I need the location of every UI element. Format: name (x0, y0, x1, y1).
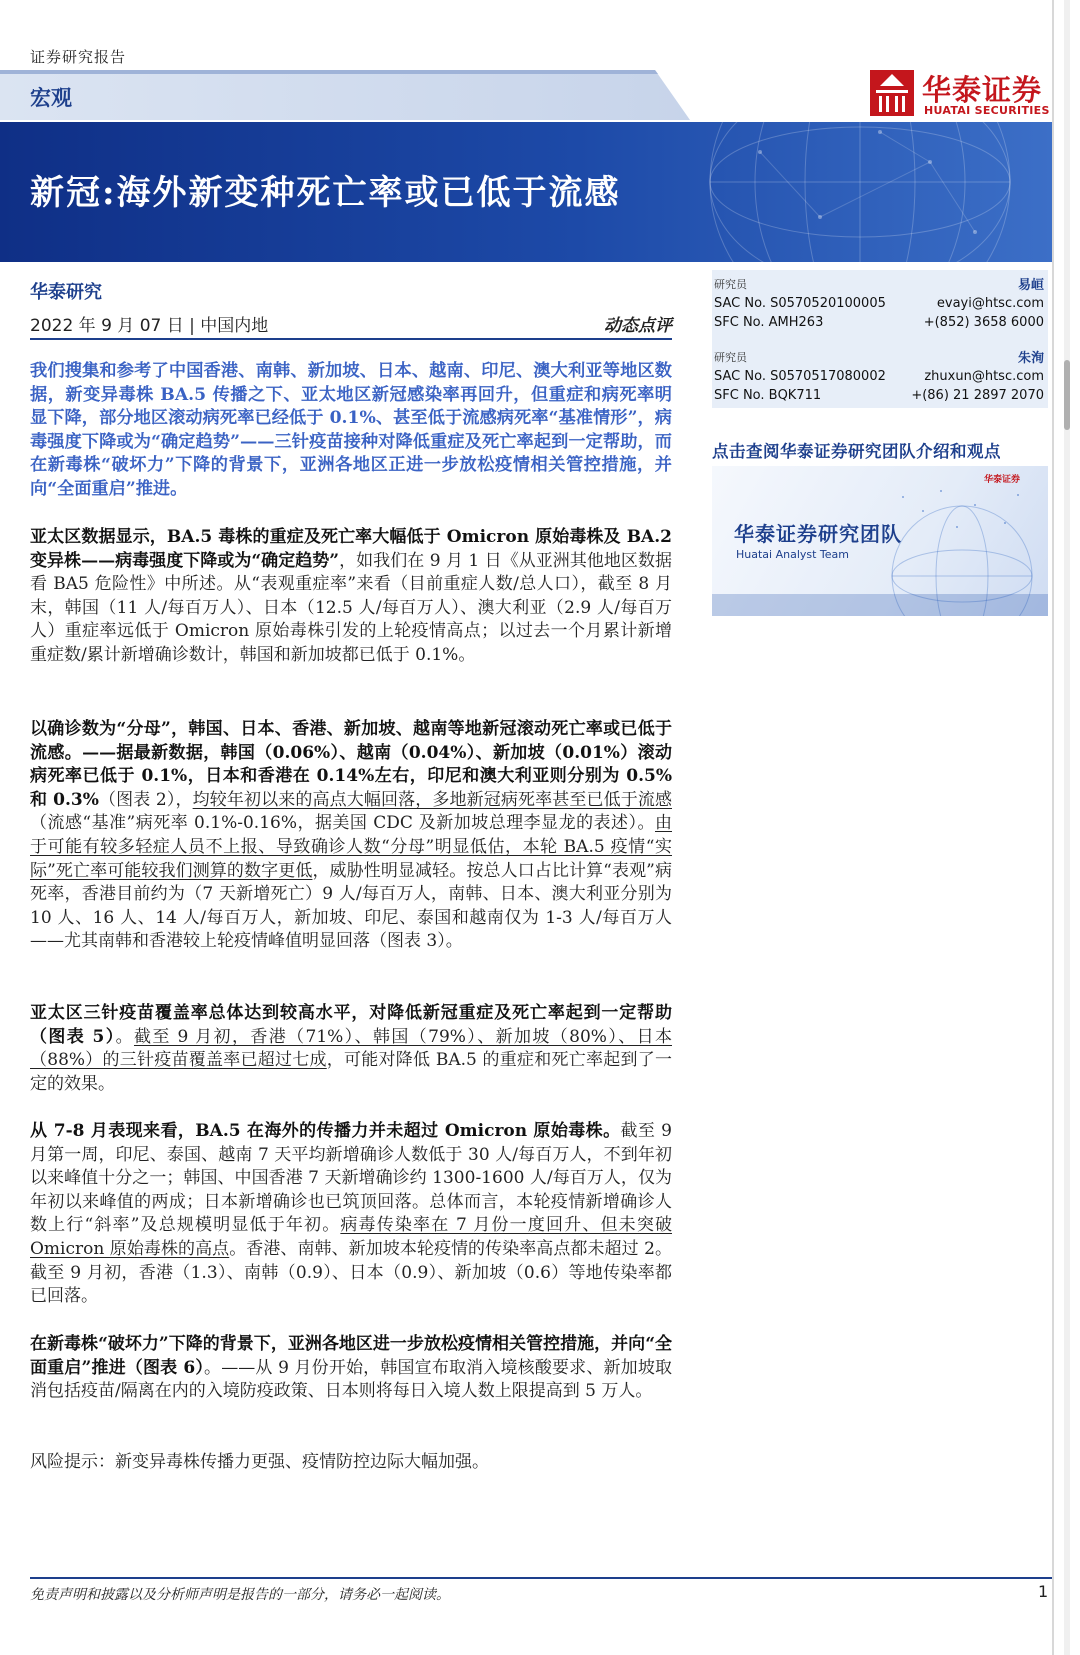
section-2 (30, 718, 672, 954)
section-4 (30, 1120, 672, 1309)
scrollbar-thumb[interactable] (1064, 360, 1070, 430)
team-subtitle: Huatai Analyst Team (736, 548, 850, 561)
analyst-sfc: SFC No. BQK711 (714, 388, 822, 403)
analyst-email[interactable]: zhuxun@htsc.com (924, 369, 1044, 384)
category-accent (0, 70, 690, 74)
section-5-heading: 在新毒株“破坏力”下降的背景下，亚洲各地区进一步放松疫情相关管控措施，并向“全面重启”推进（图表 6） (30, 1334, 672, 1378)
section-1-heading: 亚太区数据显示，BA.5 毒株的重症及死亡率大幅低于 Omicron 原始毒株及 BA.2 变异株——病毒强度下降或为“确定趋势” (30, 527, 672, 571)
page-edge-line (1052, 0, 1054, 1655)
document-kind: 动态点评 (604, 316, 672, 336)
footer-disclaimer: 免责声明和披露以及分析师声明是报告的一部分，请务必一起阅读。 (30, 1587, 450, 1603)
section-2-underline-1: 均较年初以来的高点大幅回落，多地新冠病死率甚至已低于流感 (192, 789, 672, 810)
report-region: 中国内地 (200, 316, 269, 336)
report-type-label: 证券研究报告 (30, 48, 127, 66)
analyst-sac: SAC No. S0570517080002 (714, 369, 886, 384)
section-1 (30, 526, 672, 668)
analyst-sfc: SFC No. AMH263 (714, 315, 824, 330)
footer-divider (30, 1577, 1052, 1579)
category-label: 宏观 (30, 85, 72, 110)
section-3-body-1: 。 (115, 1026, 134, 1047)
risk-warning: 风险提示：新变异毒株传播力更强、疫情防控边际大幅加强。 (30, 1452, 489, 1472)
section-3 (30, 1002, 672, 1096)
analyst-phone: +(852) 3658 6000 (923, 315, 1044, 330)
analyst-email[interactable]: evayi@htsc.com (936, 296, 1044, 311)
analyst-name: 易峘 (1017, 278, 1044, 293)
section-4-underline-1: 病毒传染率在 7 月份一度回升、但未突破 Omicron 原始毒株的高点 (30, 1215, 672, 1259)
team-logo: 华泰证券 (984, 475, 1021, 485)
section-3-heading: 亚太区三针疫苗覆盖率总体达到较高水平，对降低新冠重症及死亡率起到一定帮助（图表 5） (30, 1003, 672, 1047)
section-5 (30, 1333, 672, 1404)
section-2-body-2: （流感“基准”病死率 0.1%-0.16%，据美国 CDC 及新加坡总理李显龙的表述）。 (30, 813, 655, 834)
meta-divider (30, 338, 672, 340)
section-3-body-2: ，可能对降低 BA.5 的重症和死亡率起到了一定的效果。 (30, 1050, 672, 1094)
meta-separator: | (189, 316, 195, 336)
section-4-heading: 从 7-8 月表现来看，BA.5 在海外的传播力并未超过 Omicron 原始毒株。 (30, 1121, 621, 1141)
section-4-body-2: 。香港、南韩、新加坡本轮疫情的传染率高点都未超过 2。截至 9 月初，香港（1.3）、南韩（0.9）、日本（0.9）、新加坡（0.6）等地传染率都已回落。 (30, 1238, 673, 1307)
analyst-role: 研究员 (714, 278, 747, 291)
analyst-sac: SAC No. S0570520100005 (714, 296, 886, 311)
summary-paragraph: 我们搜集和参考了中国香港、南韩、新加坡、日本、越南、印尼、澳大利亚等地区数据，新变异毒株 BA.5 传播之下、亚太地区新冠感染率再回升，但重症和病死率明显下降，部分地区滚动病死率已经低于 0.1%、甚至低于流感病死率“基准情形”，病毒强度下降或为“确定趋势”——三针疫苗接种对降低重症及死亡率起到一定帮助，而在新毒株“破坏力”下降的背景下，亚洲各地区正进一步放松疫情相关管控措施，并向“全面重启”推进。 (30, 361, 672, 499)
section-3-underline-1: 截至 9 月初，香港（71%）、韩国（79%）、新加坡（80%）、日本（88%）的三针疫苗覆盖率已超过七成 (30, 1026, 672, 1071)
section-4-body-1: 截至 9 月第一周，印尼、泰国、越南 7 天平均新增确诊人数低于 30 人/每百万人，不到年初以来峰值十分之一；韩国、中国香港 7 天新增确诊约 1300-1600 人/每百万人，仅为年初以来峰值的两成；日本新增确诊也已筑顶回落。总体而言，本轮疫情新增确诊人数上行“斜率”及总规模明显低于年初。 (30, 1121, 672, 1236)
analyst-role: 研究员 (714, 351, 747, 364)
section-2-underline-2: 由于可能有较多轻症人员不上报、导致确诊人数“分母”明显低估，本轮 BA.5 疫情“实际”死亡率可能较我们测算的数字更低 (30, 813, 672, 881)
logo-text-cn: 华泰证券 (922, 73, 1043, 107)
section-1-body: ，如我们在 9 月 1 日《从亚洲其他地区数据看 BA5 危险性》中所述。从“表观重症率”来看（目前重症人数/总人口），截至 8 月末，韩国（11 人/每百万人）、日本（12.5 人/每百万人）、澳大利亚（2.9 人/每百万人）重症率远低于 Omicron 原始毒株引发的上轮疫情高点；以过去一个月累计新增重症数/累计新增确诊数计，韩国和新加坡都已低于 0.1%。 (30, 550, 672, 665)
meta-line (30, 311, 672, 336)
page-title: 新冠:海外新变种死亡率或已低于流感 (30, 173, 621, 213)
section-2-body-1: （图表 2）， (98, 789, 193, 810)
logo-text-en: HUATAI SECURITIES (924, 104, 1050, 117)
category-bar (0, 70, 690, 120)
analyst-card (712, 347, 1048, 415)
section-2-heading: 以确诊数为“分母”，韩国、日本、香港、新加坡、越南等地新冠滚动死亡率或已低于流感。——据最新数据，韩国（0.06%）、越南（0.04%）、新加坡（0.01%）滚动病死率已低于 0.1%，日本和香港在 0.14%左右，印尼和澳大利亚则分别为 0.5%和 0.3% (30, 719, 672, 810)
section-5-body: 。——从 9 月份开始，韩国宣布取消入境核酸要求、新加坡取消包括疫苗/隔离在内的入境防疫政策、日本则将每日入境人数上限提高到 5 万人。 (30, 1357, 672, 1402)
analyst-card (712, 274, 1048, 342)
analyst-phone: +(86) 21 2897 2070 (911, 388, 1044, 403)
team-banner[interactable] (712, 466, 1048, 616)
institution-name: 华泰研究 (30, 282, 102, 303)
page-number: 1 (1038, 1582, 1049, 1601)
team-title: 华泰证券研究团队 (734, 522, 902, 546)
scrollbar-track[interactable] (1064, 0, 1070, 1655)
section-2-body-3: ，威胁性明显减轻。按总人口占比计算“表观”病死率，香港目前约为（7 天新增死亡）9 人/每百万人，南韩、日本、澳大利亚分别为 10 人、16 人、14 人/每百万人，新加坡、印尼、泰国和越南仅为 1-3 人/每百万人——尤其南韩和香港较上轮疫情峰值明显回落（图表 3）。 (30, 860, 672, 952)
analyst-panel (712, 270, 1048, 408)
team-intro-link[interactable]: 点击查阅华泰证券研究团队介绍和观点 (712, 442, 1001, 461)
report-date: 2022 年 9 月 07 日 (30, 316, 184, 336)
analyst-name: 朱洵 (1017, 351, 1044, 366)
huatai-logo-icon (870, 70, 914, 116)
huatai-logo (870, 68, 1050, 120)
